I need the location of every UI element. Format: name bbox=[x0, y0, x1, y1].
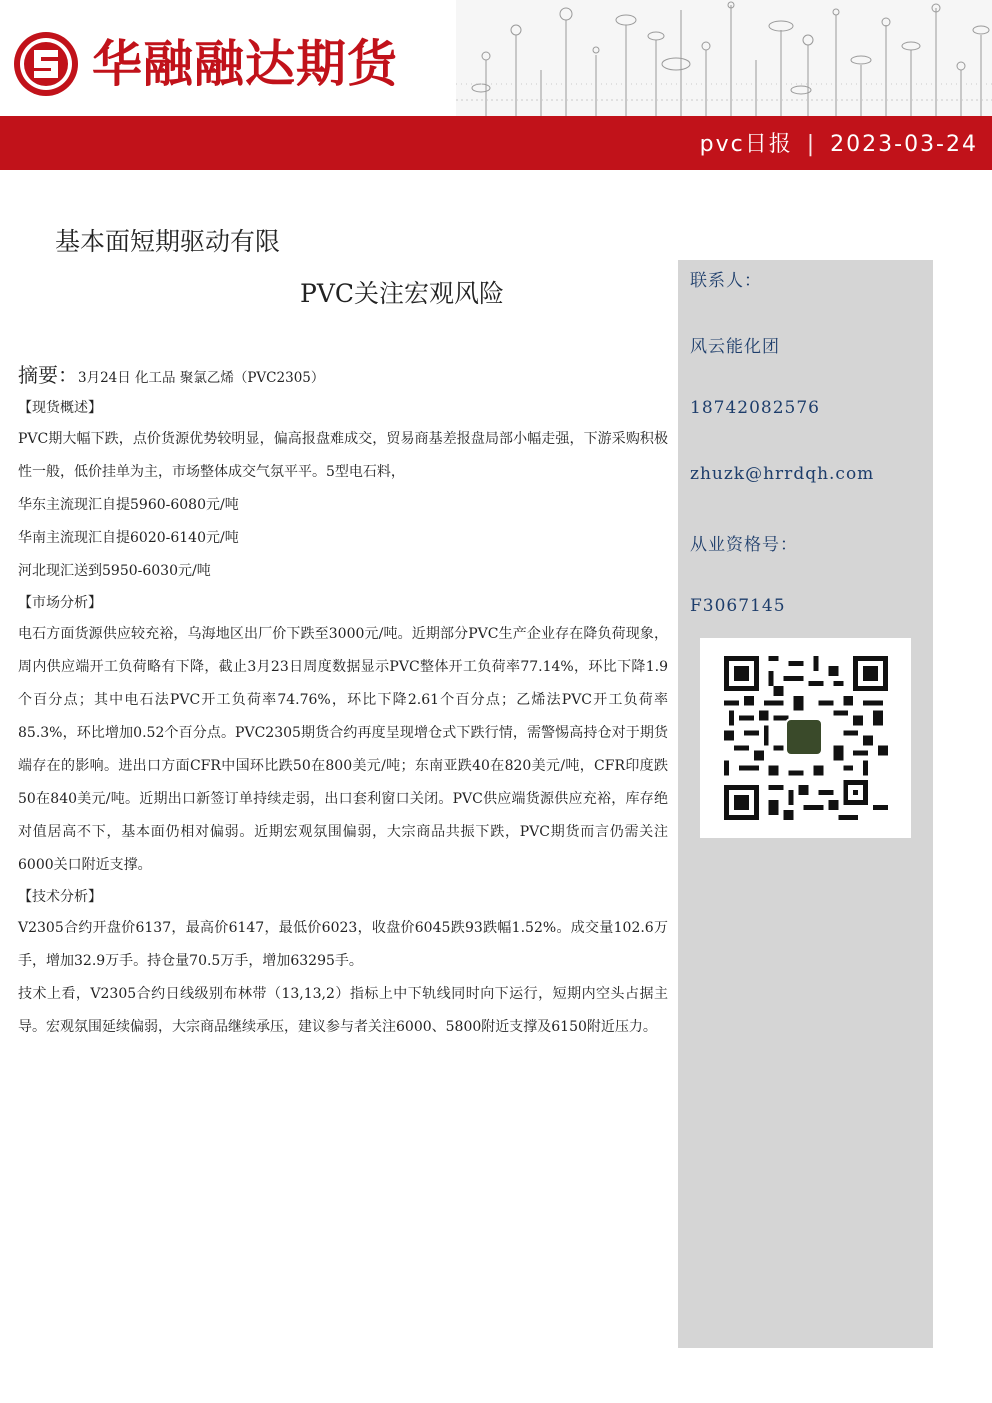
contact-phone: 18742082576 bbox=[690, 398, 820, 418]
headline-primary: 基本面短期驱动有限 bbox=[55, 227, 281, 256]
section-heading-spot: 【现货概述】 bbox=[18, 400, 102, 416]
contact-sidebar bbox=[678, 260, 933, 1348]
decorative-lines-icon bbox=[456, 0, 992, 116]
title-separator: | bbox=[806, 132, 817, 157]
report-header bbox=[0, 0, 992, 170]
spot-price-east: 华东主流现汇自提5960-6080元/吨 bbox=[18, 497, 239, 513]
technical-paragraph-2: 技术上看，V2305合约日线级别布林带（13,13,2）指标上中下轨线同时向下运行，短期内空头占据主导。宏观氛围延续偏弱，大宗商品继续承压，建议参与者关注6000、5800附近支撑及6150附近压力。 bbox=[18, 986, 668, 1035]
report-name: pvc日报 bbox=[699, 132, 793, 157]
market-paragraph: 电石方面货源供应较充裕，乌海地区出厂价下跌至3000元/吨。近期部分PVC生产企业存在降负荷现象，周内供应端开工负荷略有下降，截止3月23日周度数据显示PVC整体开工负荷率77.14%，环比下降1.9个百分点；其中电石法PVC开工负荷率74.76%，环比下降2.61个百分点；乙烯法PVC开工负荷率85.3%，环比增加0.52个百分点。PVC2305期货合约再度呈现增仓式下跌行情，需警惕高持仓对于期货端存在的影响。进出口方面CFR中国环比跌50在800美元/吨；东南亚跌40在820美元/吨，CFR印度跌50在840美元/吨。近期出口新签订单持续走弱，出口套利窗口关闭。PVC供应端货源供应充裕，库存绝对值居高不下，基本面仍相对偏弱。近期宏观氛围偏弱，大宗商品共振下跌，PVC期货而言仍需关注6000关口附近支撑。 bbox=[18, 626, 668, 873]
headline-secondary: PVC关注宏观风险 bbox=[300, 279, 505, 308]
license-label: 从业资格号： bbox=[690, 535, 798, 555]
header-decoration bbox=[456, 0, 992, 116]
spot-price-south: 华南主流现汇自提6020-6140元/吨 bbox=[18, 530, 239, 546]
technical-paragraph-1: V2305合约开盘价6137，最高价6147，最低价6023，收盘价6045跌93跌幅1.52%。成交量102.6万手，增加32.9万手。持仓量70.5万手，增加63295手。 bbox=[18, 920, 668, 969]
report-date: 2023-03-24 bbox=[830, 132, 978, 157]
section-heading-technical: 【技术分析】 bbox=[18, 889, 102, 905]
contact-email[interactable]: zhuzk@hrrdqh.com bbox=[690, 464, 875, 484]
company-logo-icon bbox=[12, 30, 80, 98]
license-number: F3067145 bbox=[690, 596, 786, 616]
summary-label: 摘要： bbox=[18, 363, 78, 387]
summary-meta: 3月24日 化工品 聚氯乙烯（PVC2305） bbox=[78, 370, 325, 386]
report-title bbox=[700, 127, 978, 158]
brand-name: 华融融达期货 bbox=[92, 35, 398, 93]
summary bbox=[18, 360, 668, 393]
contact-label: 联系人： bbox=[690, 271, 762, 291]
spot-paragraph: PVC期大幅下跌，点价货源优势较明显，偏高报盘难成交，贸易商基差报盘局部小幅走强，下游采购积极性一般，低价挂单为主，市场整体成交气氛平平。5型电石料， bbox=[18, 431, 668, 480]
qr-center-avatar bbox=[785, 718, 823, 756]
contact-team: 风云能化团 bbox=[690, 337, 780, 357]
qr-code-container bbox=[700, 638, 911, 838]
section-heading-market: 【市场分析】 bbox=[18, 595, 102, 611]
main-content bbox=[18, 360, 668, 1044]
spot-price-hebei: 河北现汇送到5950-6030元/吨 bbox=[18, 563, 211, 579]
